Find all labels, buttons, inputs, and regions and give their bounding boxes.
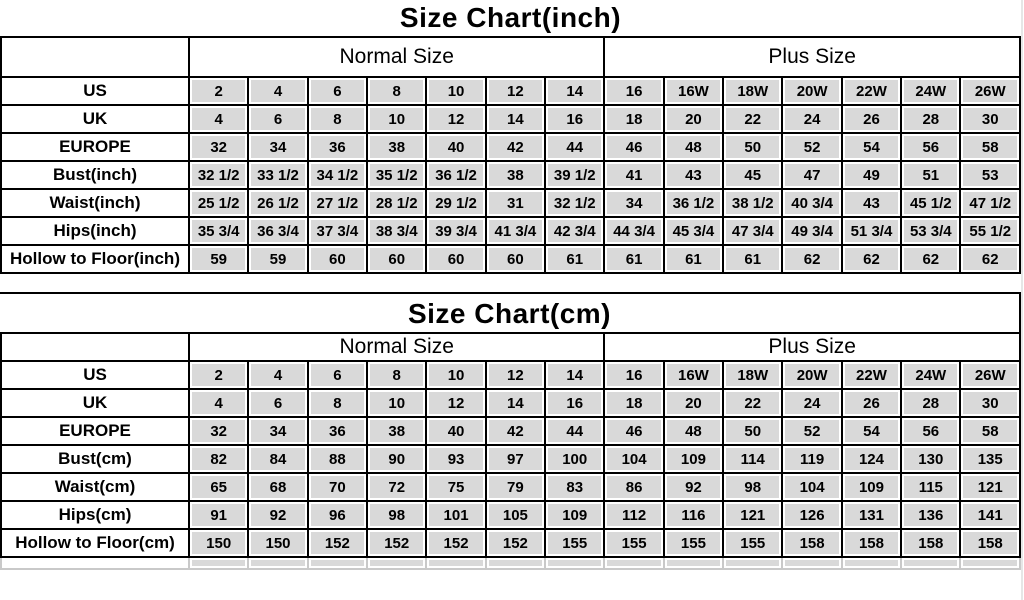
size-cell: 31: [486, 189, 545, 217]
size-cell: 119: [782, 445, 841, 473]
size-cell: 93: [426, 445, 485, 473]
size-cell: 16: [604, 77, 663, 105]
size-cell: 97: [486, 445, 545, 473]
size-cell: 105: [486, 501, 545, 529]
size-cell: 12: [486, 361, 545, 389]
size-cell: 45: [723, 161, 782, 189]
size-cell: 62: [901, 245, 960, 273]
size-cell: 68: [248, 473, 307, 501]
size-cell: 58: [960, 133, 1020, 161]
size-cell: 36 1/2: [426, 161, 485, 189]
size-cell: 112: [604, 501, 663, 529]
size-cell: 40 3/4: [782, 189, 841, 217]
size-cell: 41: [604, 161, 663, 189]
size-cell: 22W: [842, 77, 901, 105]
size-cell: 61: [723, 245, 782, 273]
size-chart-inch-title: Size Chart(inch): [399, 2, 622, 33]
size-cell: 24: [782, 105, 841, 133]
size-cell: 126: [782, 501, 841, 529]
size-cell: 136: [901, 501, 960, 529]
size-cell: 30: [960, 389, 1020, 417]
size-cell: 155: [545, 529, 604, 557]
size-cell: 16: [545, 389, 604, 417]
size-cell: 24: [782, 389, 841, 417]
size-cell: 42 3/4: [545, 217, 604, 245]
size-cell: 53 3/4: [901, 217, 960, 245]
row-label: UK: [1, 105, 189, 133]
size-cell: 14: [545, 361, 604, 389]
table-row: [1, 473, 1020, 501]
size-cell: 158: [960, 529, 1020, 557]
row-label: US: [1, 361, 189, 389]
size-cell: 98: [723, 473, 782, 501]
group-header-row: [1, 333, 1020, 361]
size-cell: 27 1/2: [308, 189, 367, 217]
size-cell: 46: [604, 133, 663, 161]
size-cell: 14: [486, 389, 545, 417]
size-cell: 6: [248, 389, 307, 417]
size-cell: 36 3/4: [248, 217, 307, 245]
normal-size-header: Normal Size: [189, 333, 604, 361]
size-cell: 22: [723, 389, 782, 417]
size-cell: [842, 557, 901, 569]
size-cell: 60: [308, 245, 367, 273]
size-cell: 10: [367, 389, 426, 417]
size-cell: 18: [604, 105, 663, 133]
size-cell: 65: [189, 473, 248, 501]
size-cell: 32: [189, 133, 248, 161]
size-cell: 16W: [664, 77, 723, 105]
size-cell: 36 1/2: [664, 189, 723, 217]
size-cell: 130: [901, 445, 960, 473]
size-cell: 26: [842, 389, 901, 417]
size-cell: 90: [367, 445, 426, 473]
size-cell: 152: [308, 529, 367, 557]
size-cell: 25 1/2: [189, 189, 248, 217]
size-cell: 12: [426, 105, 485, 133]
size-cell: 45 3/4: [664, 217, 723, 245]
group-header-row: [1, 37, 1020, 77]
size-cell: 54: [842, 133, 901, 161]
size-cell: 158: [901, 529, 960, 557]
size-cell: 109: [545, 501, 604, 529]
size-cell: 38 3/4: [367, 217, 426, 245]
size-cell: 12: [426, 389, 485, 417]
size-cell: 88: [308, 445, 367, 473]
size-cell: 70: [308, 473, 367, 501]
table-row: [1, 217, 1020, 245]
size-cell: 60: [426, 245, 485, 273]
size-cell: 32: [189, 417, 248, 445]
size-cell: 30: [960, 105, 1020, 133]
size-cell: 6: [308, 77, 367, 105]
size-cell: 39 3/4: [426, 217, 485, 245]
size-cell: 43: [664, 161, 723, 189]
plus-size-header: Plus Size: [604, 333, 1020, 361]
size-cell: 32 1/2: [545, 189, 604, 217]
size-cell: [664, 557, 723, 569]
size-cell: 14: [486, 105, 545, 133]
size-cell: 135: [960, 445, 1020, 473]
size-cell: 4: [189, 105, 248, 133]
size-cell: 26 1/2: [248, 189, 307, 217]
cm-table-body: [1, 361, 1020, 569]
size-cell: 72: [367, 473, 426, 501]
corner-cell: [1, 37, 189, 77]
size-cell: 86: [604, 473, 663, 501]
corner-cell: [1, 333, 189, 361]
size-cell: 131: [842, 501, 901, 529]
size-cell: 28 1/2: [367, 189, 426, 217]
table-row: [1, 161, 1020, 189]
size-cell: 62: [782, 245, 841, 273]
size-cell: 114: [723, 445, 782, 473]
size-cell: 26W: [960, 77, 1020, 105]
size-cell: [545, 557, 604, 569]
size-cell: 4: [248, 361, 307, 389]
size-cell: 46: [604, 417, 663, 445]
table-row: [1, 189, 1020, 217]
size-cell: 12: [486, 77, 545, 105]
size-cell: 20W: [782, 77, 841, 105]
size-cell: 50: [723, 417, 782, 445]
size-cell: 44: [545, 417, 604, 445]
size-cell: 8: [308, 105, 367, 133]
cutoff-row: [1, 557, 1020, 569]
size-cell: 37 3/4: [308, 217, 367, 245]
size-cell: 10: [426, 361, 485, 389]
size-cell: 36: [308, 417, 367, 445]
row-label: US: [1, 77, 189, 105]
size-cell: 50: [723, 133, 782, 161]
size-cell: 82: [189, 445, 248, 473]
size-cell: 38: [486, 161, 545, 189]
size-cell: 58: [960, 417, 1020, 445]
size-cell: 104: [604, 445, 663, 473]
table-row: [1, 445, 1020, 473]
size-cell: 34: [248, 133, 307, 161]
size-cell: 92: [248, 501, 307, 529]
size-cell: 152: [486, 529, 545, 557]
size-cell: 24W: [901, 77, 960, 105]
size-cell: 2: [189, 77, 248, 105]
size-cell: 26: [842, 105, 901, 133]
size-cell: 115: [901, 473, 960, 501]
size-cell: 22W: [842, 361, 901, 389]
size-cell: 44 3/4: [604, 217, 663, 245]
size-cell: 38 1/2: [723, 189, 782, 217]
size-cell: 39 1/2: [545, 161, 604, 189]
size-cell: 47 3/4: [723, 217, 782, 245]
size-cell: 28: [901, 389, 960, 417]
size-cell: 158: [782, 529, 841, 557]
size-cell: 8: [367, 361, 426, 389]
row-label: UK: [1, 389, 189, 417]
table-row: [1, 417, 1020, 445]
size-cell: 36: [308, 133, 367, 161]
size-cell: 10: [367, 105, 426, 133]
size-cell: 44: [545, 133, 604, 161]
row-label: EUROPE: [1, 133, 189, 161]
size-cell: 59: [189, 245, 248, 273]
size-cell: 8: [367, 77, 426, 105]
size-cell: 51: [901, 161, 960, 189]
size-cell: 38: [367, 133, 426, 161]
size-cell: 158: [842, 529, 901, 557]
size-cell: 61: [604, 245, 663, 273]
size-cell: 152: [367, 529, 426, 557]
size-cell: 48: [664, 133, 723, 161]
size-cell: 45 1/2: [901, 189, 960, 217]
size-cell: 20: [664, 389, 723, 417]
size-cell: 42: [486, 133, 545, 161]
size-cell: 104: [782, 473, 841, 501]
size-cell: 101: [426, 501, 485, 529]
row-label: Hollow to Floor(inch): [1, 245, 189, 273]
size-cell: 26W: [960, 361, 1020, 389]
size-cell: 109: [664, 445, 723, 473]
size-cell: 116: [664, 501, 723, 529]
size-cell: 20: [664, 105, 723, 133]
table-row: [1, 389, 1020, 417]
size-cell: 109: [842, 473, 901, 501]
size-cell: [308, 557, 367, 569]
row-label: Hollow to Floor(cm): [1, 529, 189, 557]
size-cell: 59: [248, 245, 307, 273]
size-cell: [367, 557, 426, 569]
size-cell: 41 3/4: [486, 217, 545, 245]
size-cell: 32 1/2: [189, 161, 248, 189]
normal-size-header: Normal Size: [189, 37, 604, 77]
size-cell: 18W: [723, 361, 782, 389]
size-cell: 60: [367, 245, 426, 273]
size-cell: 14: [545, 77, 604, 105]
size-cell: 49 3/4: [782, 217, 841, 245]
size-cell: 34: [248, 417, 307, 445]
size-cell: 29 1/2: [426, 189, 485, 217]
size-cell: 150: [248, 529, 307, 557]
size-cell: 38: [367, 417, 426, 445]
size-cell: 33 1/2: [248, 161, 307, 189]
size-cell: 4: [189, 389, 248, 417]
size-cell: 16: [604, 361, 663, 389]
size-cell: 60: [486, 245, 545, 273]
size-cell: 91: [189, 501, 248, 529]
size-cell: [901, 557, 960, 569]
table-row: [1, 361, 1020, 389]
size-cell: 2: [189, 361, 248, 389]
table-row: [1, 77, 1020, 105]
size-cell: 56: [901, 417, 960, 445]
size-chart-cm-title: Size Chart(cm): [0, 292, 1021, 332]
size-cell: [248, 557, 307, 569]
size-cell: 61: [545, 245, 604, 273]
table-row: [1, 529, 1020, 557]
row-label: Hips(cm): [1, 501, 189, 529]
inch-table-body: [1, 77, 1020, 273]
plus-size-header: Plus Size: [604, 37, 1020, 77]
row-label: Bust(inch): [1, 161, 189, 189]
size-chart-cm-table: [0, 332, 1021, 570]
row-label: [1, 557, 189, 569]
size-cell: 20W: [782, 361, 841, 389]
size-cell: 62: [960, 245, 1020, 273]
row-label: Waist(inch): [1, 189, 189, 217]
size-cell: 34: [604, 189, 663, 217]
size-chart-inch-table: [0, 36, 1021, 274]
size-cell: 121: [723, 501, 782, 529]
size-cell: [486, 557, 545, 569]
size-cell: 35 3/4: [189, 217, 248, 245]
size-cell: [782, 557, 841, 569]
size-cell: 92: [664, 473, 723, 501]
size-cell: 48: [664, 417, 723, 445]
sheet-edge-gridline: [1021, 0, 1023, 600]
size-cell: 43: [842, 189, 901, 217]
size-cell: 24W: [901, 361, 960, 389]
size-cell: 16W: [664, 361, 723, 389]
size-cell: 75: [426, 473, 485, 501]
size-cell: 155: [604, 529, 663, 557]
size-cell: 96: [308, 501, 367, 529]
size-cell: 53: [960, 161, 1020, 189]
table-row: [1, 501, 1020, 529]
table-row: [1, 245, 1020, 273]
size-cell: 98: [367, 501, 426, 529]
size-cell: 150: [189, 529, 248, 557]
row-label: Waist(cm): [1, 473, 189, 501]
size-cell: 28: [901, 105, 960, 133]
size-cell: 155: [664, 529, 723, 557]
size-cell: 16: [545, 105, 604, 133]
size-cell: 79: [486, 473, 545, 501]
size-cell: 55 1/2: [960, 217, 1020, 245]
size-cell: 61: [664, 245, 723, 273]
size-cell: [960, 557, 1020, 569]
size-cell: [723, 557, 782, 569]
table-row: [1, 133, 1020, 161]
table-row: [1, 105, 1020, 133]
size-cell: 8: [308, 389, 367, 417]
size-cell: 34 1/2: [308, 161, 367, 189]
row-label: EUROPE: [1, 417, 189, 445]
size-cell: 4: [248, 77, 307, 105]
size-cell: 54: [842, 417, 901, 445]
size-cell: 155: [723, 529, 782, 557]
size-cell: 6: [248, 105, 307, 133]
size-cell: 100: [545, 445, 604, 473]
size-cell: [604, 557, 663, 569]
row-label: Hips(inch): [1, 217, 189, 245]
size-cell: 84: [248, 445, 307, 473]
size-cell: 6: [308, 361, 367, 389]
size-cell: 47 1/2: [960, 189, 1020, 217]
size-cell: 42: [486, 417, 545, 445]
size-cell: 40: [426, 133, 485, 161]
size-cell: 22: [723, 105, 782, 133]
size-cell: 49: [842, 161, 901, 189]
size-cell: 121: [960, 473, 1020, 501]
size-cell: [426, 557, 485, 569]
size-cell: 124: [842, 445, 901, 473]
size-cell: 52: [782, 417, 841, 445]
size-cell: 40: [426, 417, 485, 445]
size-cell: 56: [901, 133, 960, 161]
size-cell: 52: [782, 133, 841, 161]
size-cell: 51 3/4: [842, 217, 901, 245]
size-cell: 152: [426, 529, 485, 557]
size-cell: 18W: [723, 77, 782, 105]
size-cell: 18: [604, 389, 663, 417]
size-cell: 47: [782, 161, 841, 189]
size-cell: 83: [545, 473, 604, 501]
size-cell: 141: [960, 501, 1020, 529]
size-cell: 10: [426, 77, 485, 105]
size-cell: [189, 557, 248, 569]
size-cell: 62: [842, 245, 901, 273]
size-cell: 35 1/2: [367, 161, 426, 189]
row-label: Bust(cm): [1, 445, 189, 473]
